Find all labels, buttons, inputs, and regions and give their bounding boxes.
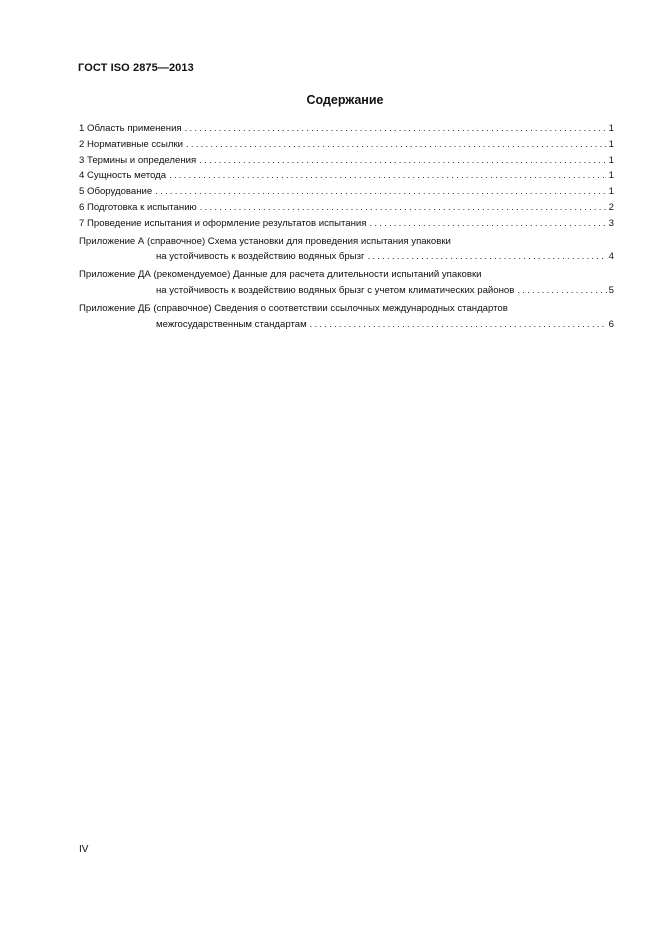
toc-entry-page: 1 — [608, 123, 614, 134]
dot-leader — [368, 249, 607, 265]
appendix-subtitle: на устойчивость к воздействию водяных брызг — [156, 251, 365, 263]
page-title: Содержание — [306, 93, 384, 107]
toc-entry[interactable] — [79, 200, 614, 216]
toc-entry[interactable] — [79, 184, 614, 200]
toc-entry[interactable] — [79, 121, 614, 137]
appendix-continuation — [79, 249, 614, 265]
dot-leader — [517, 283, 606, 299]
appendix-title: Приложение А (справочное) Схема установки для проведения испытания упаковки — [79, 235, 451, 247]
appendix-continuation — [79, 283, 614, 299]
appendix-subtitle: межгосударственным стандартам — [156, 318, 307, 330]
toc-entry-page: 6 — [608, 318, 614, 330]
toc-appendix-a[interactable] — [79, 234, 614, 266]
dot-leader — [369, 216, 606, 232]
dot-leader — [199, 153, 606, 169]
toc-entry-label: 1 Область применения — [79, 123, 182, 134]
toc-entry-page: 4 — [608, 251, 614, 263]
page-number: IV — [79, 844, 89, 855]
toc-entry-label: 4 Сущность метода — [79, 170, 167, 182]
appendix-title: Приложение ДБ (справочное) Сведения о соответствии ссылочных международных стандартов — [79, 302, 508, 314]
toc-entry[interactable] — [79, 168, 614, 184]
table-of-contents — [79, 121, 614, 332]
appendix-subtitle: на устойчивость к воздействию водяных брызг с учетом климатических районов — [156, 284, 515, 296]
toc-entry-page: 1 — [608, 170, 614, 182]
toc-entry-page: 1 — [608, 138, 614, 150]
toc-entry-page: 1 — [608, 154, 614, 166]
toc-entry-page: 2 — [608, 201, 614, 213]
appendix-continuation — [79, 317, 614, 333]
dot-leader — [310, 317, 607, 333]
document-header: ГОСТ ISO 2875—2013 — [78, 62, 194, 74]
toc-entry[interactable] — [79, 137, 614, 153]
toc-entry-label: 3 Термины и определения — [79, 154, 197, 166]
appendix-title: Приложение ДА (рекомендуемое) Данные для расчета длительности испытаний упаковки — [79, 269, 482, 281]
toc-entry-page: 5 — [608, 284, 614, 296]
toc-entry[interactable] — [79, 216, 614, 232]
toc-entry-label: 6 Подготовка к испытанию — [79, 201, 197, 213]
toc-entry-label: 7 Проведение испытания и оформление результатов испытания — [79, 217, 367, 229]
toc-entry[interactable] — [79, 153, 614, 169]
toc-appendix-da[interactable] — [79, 267, 614, 299]
toc-entry-label: 5 Оборудование — [79, 186, 153, 198]
toc-entry-page: 1 — [608, 186, 614, 198]
dot-leader — [200, 200, 607, 216]
dot-leader — [169, 168, 607, 184]
dot-leader — [186, 137, 607, 153]
toc-entry-page: 3 — [608, 217, 614, 229]
dot-leader — [155, 184, 606, 200]
dot-leader — [185, 121, 607, 137]
toc-appendix-db[interactable] — [79, 301, 614, 333]
toc-entry-label: 2 Нормативные ссылки — [79, 138, 184, 150]
